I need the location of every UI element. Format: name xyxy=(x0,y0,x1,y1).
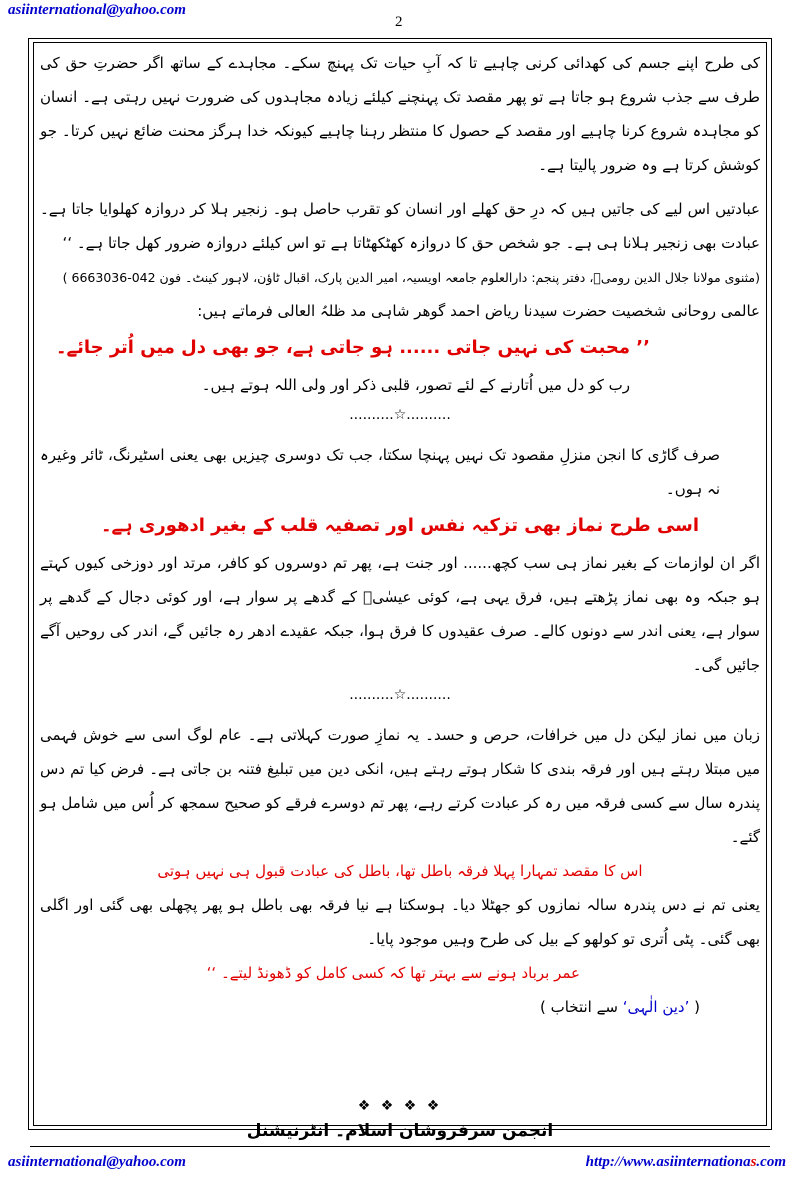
source-book-title: ’دین الٰہی‘ xyxy=(622,998,690,1016)
paragraph-zaban-namaz: زبان میں نماز لیکن دل میں خرافات، حرص و حسد۔ یہ نمازِ صورت کہلاتی ہے۔ عام لوگ اسی سے خوش فہمی میں مبتلا رہتے ہیں اور فرقہ بندی کا شکار ہوتے رہتے ہیں، انکی دین میں تبلیغ فتنہ بن جاتی ہے۔ فرض کیا تم دس پندرہ سال سے کسی فرقہ میں رہ کر عبادت کرتے رہے، پھر تم دوسرے فرقے کو صحیح سمجھ کر اُس میں شامل ہو گئے۔ xyxy=(40,726,760,846)
header-email[interactable]: asiinternational@yahoo.com xyxy=(8,2,186,18)
paragraph-lawazmat: اگر ان لوازمات کے بغیر نماز ہی سب کچھ...... اور جنت ہے، پھر تم دوسروں کو کافر، مرتد اور دوزخی کیوں کہتے ہو جبکہ وہ بھی نماز پڑھتے ہیں، فرق یہی ہے، کوئی عیسٰیؑ کے گدھے پر سوار ہے، اور کوئی دجال کے گدھے پر سوار ہے، یعنی اندر سے دونوں کالے۔ صرف عقیدوں کا فرق ہوا، جبکہ عقیدے ادھر رہ جائیں گے، اندر کی روحیں آگے جائیں گی۔ xyxy=(40,554,760,674)
paragraph-mujahida: کی طرح اپنے جسم کی کھدائی کرنی چاہیے تا کہ آبِ حیات تک پہنچ سکے۔ مجاہدے کے ساتھ اگر حضرتِ حق کی طرف سے جذب شروع ہو جاتا ہے تو پھر مقصد تک پہنچنے کیلئے زیادہ مجاہدوں کی ضرورت نہیں رہتی ہے۔ انسان کو مجاہدہ شروع کرنا چاہیے اور مقصد کے حصول کا منتظر رہنا چاہیے کیونکہ خدا ہرگز محنت ضائع نہیں کرتا۔ جو کوشش کرتا ہے وہ ضرور پالیتا ہے۔ xyxy=(40,54,760,174)
quote-namaz-tazkiya: اسی طرح نماز بھی تزکیہ نفس اور تصفیہ قلب کے بغیر ادھوری ہے۔ xyxy=(100,515,700,536)
source-rest: سے انتخاب ) xyxy=(539,998,618,1016)
source-attribution xyxy=(40,990,760,1024)
footer-website-link[interactable] xyxy=(586,1154,786,1171)
page-number: 2 xyxy=(395,14,403,30)
paragraph-das-pandra: یعنی تم نے دس پندرہ سالہ نمازوں کو جھٹلا دیا۔ ہوسکتا ہے نیا فرقہ بھی باطل ہو پھر پچھلی بھی گئی اور اگلی بھی گئی۔ پٹی اُتری تو کولھو کے بیل کی طرح وہیں موجود پایا۔ xyxy=(40,896,760,948)
footer-url-part-b: .com xyxy=(756,1154,786,1170)
paragraph-ibadat: عبادتیں اس لیے کی جاتیں ہیں کہ درِ حق کھلے اور انسان کو تقرب حاصل ہو۔ زنجیر ہلا کر دروازہ کھلوایا جاتا ہے۔ عبادت بھی زنجیر ہلانا ہی ہے۔ جو شخص حق کا دروازہ کھٹکھٹاتا ہے تو اس کیلئے دروازہ ضرور کھل جاتا ہے۔ ‘‘ xyxy=(40,200,760,252)
paragraph-gohar-shahi-intro: عالمی روحانی شخصیت حضرت سیدنا ریاض احمد گوھر شاہی مد ظلہُ العالی فرماتے ہیں: xyxy=(197,302,760,320)
quote-firqa-batil: اس کا مقصد تمہارا پہلا فرقہ باطل تھا، باطل کی عبادت قبول ہی نہیں ہوتی xyxy=(157,862,643,880)
main-content xyxy=(40,46,760,1024)
footer-org-title: انجمن سرفروشان اسلام۔ انٹرنیشنل xyxy=(246,1121,554,1141)
footer-divider xyxy=(30,1146,770,1147)
footer-url-part-a: http://www.asiinternationa xyxy=(585,1154,751,1170)
paragraph-gari-engine: صرف گاڑی کا انجن منزلِ مقصود تک نہیں پہنچا سکتا، جب تک دوسری چیزیں بھی یعنی اسٹیرنگ، ٹائر وغیرہ نہ ہوں۔ xyxy=(40,446,720,498)
source-open-paren: ( xyxy=(694,998,700,1016)
footer-email-link[interactable]: asiinternational@yahoo.com xyxy=(8,1154,186,1170)
citation-masnavi: (مثنوی مولانا جلال الدین رومیؒ، دفتر پنجم: دارالعلوم جامعہ اویسیہ، امیر الدین پارک، اقبال ٹاؤن، لاہور کینٹ۔ فون 042-6663036 ) xyxy=(62,270,760,285)
paragraph-rab-dil: رب کو دل میں اُتارنے کے لئے تصور، قلبی ذکر اور ولی اللہ ہوتے ہیں۔ xyxy=(201,376,630,394)
separator-star: ..........☆.......... xyxy=(349,407,451,423)
footer-url-part-s: s xyxy=(750,1154,757,1170)
quote-umar-barbad: عمر برباد ہونے سے بہتر تھا کہ کسی کامل کو ڈھونڈ لیتے۔ ‘‘ xyxy=(206,964,580,982)
separator-star-2: ..........☆.......... xyxy=(349,687,451,703)
footer-ornaments: ❖ ❖ ❖ ❖ xyxy=(357,1098,443,1114)
quote-mohabbat: ’’ محبت کی نہیں جاتی ...... ہو جاتی ہے، جو بھی دل میں اُتر جائے۔ xyxy=(55,337,650,358)
